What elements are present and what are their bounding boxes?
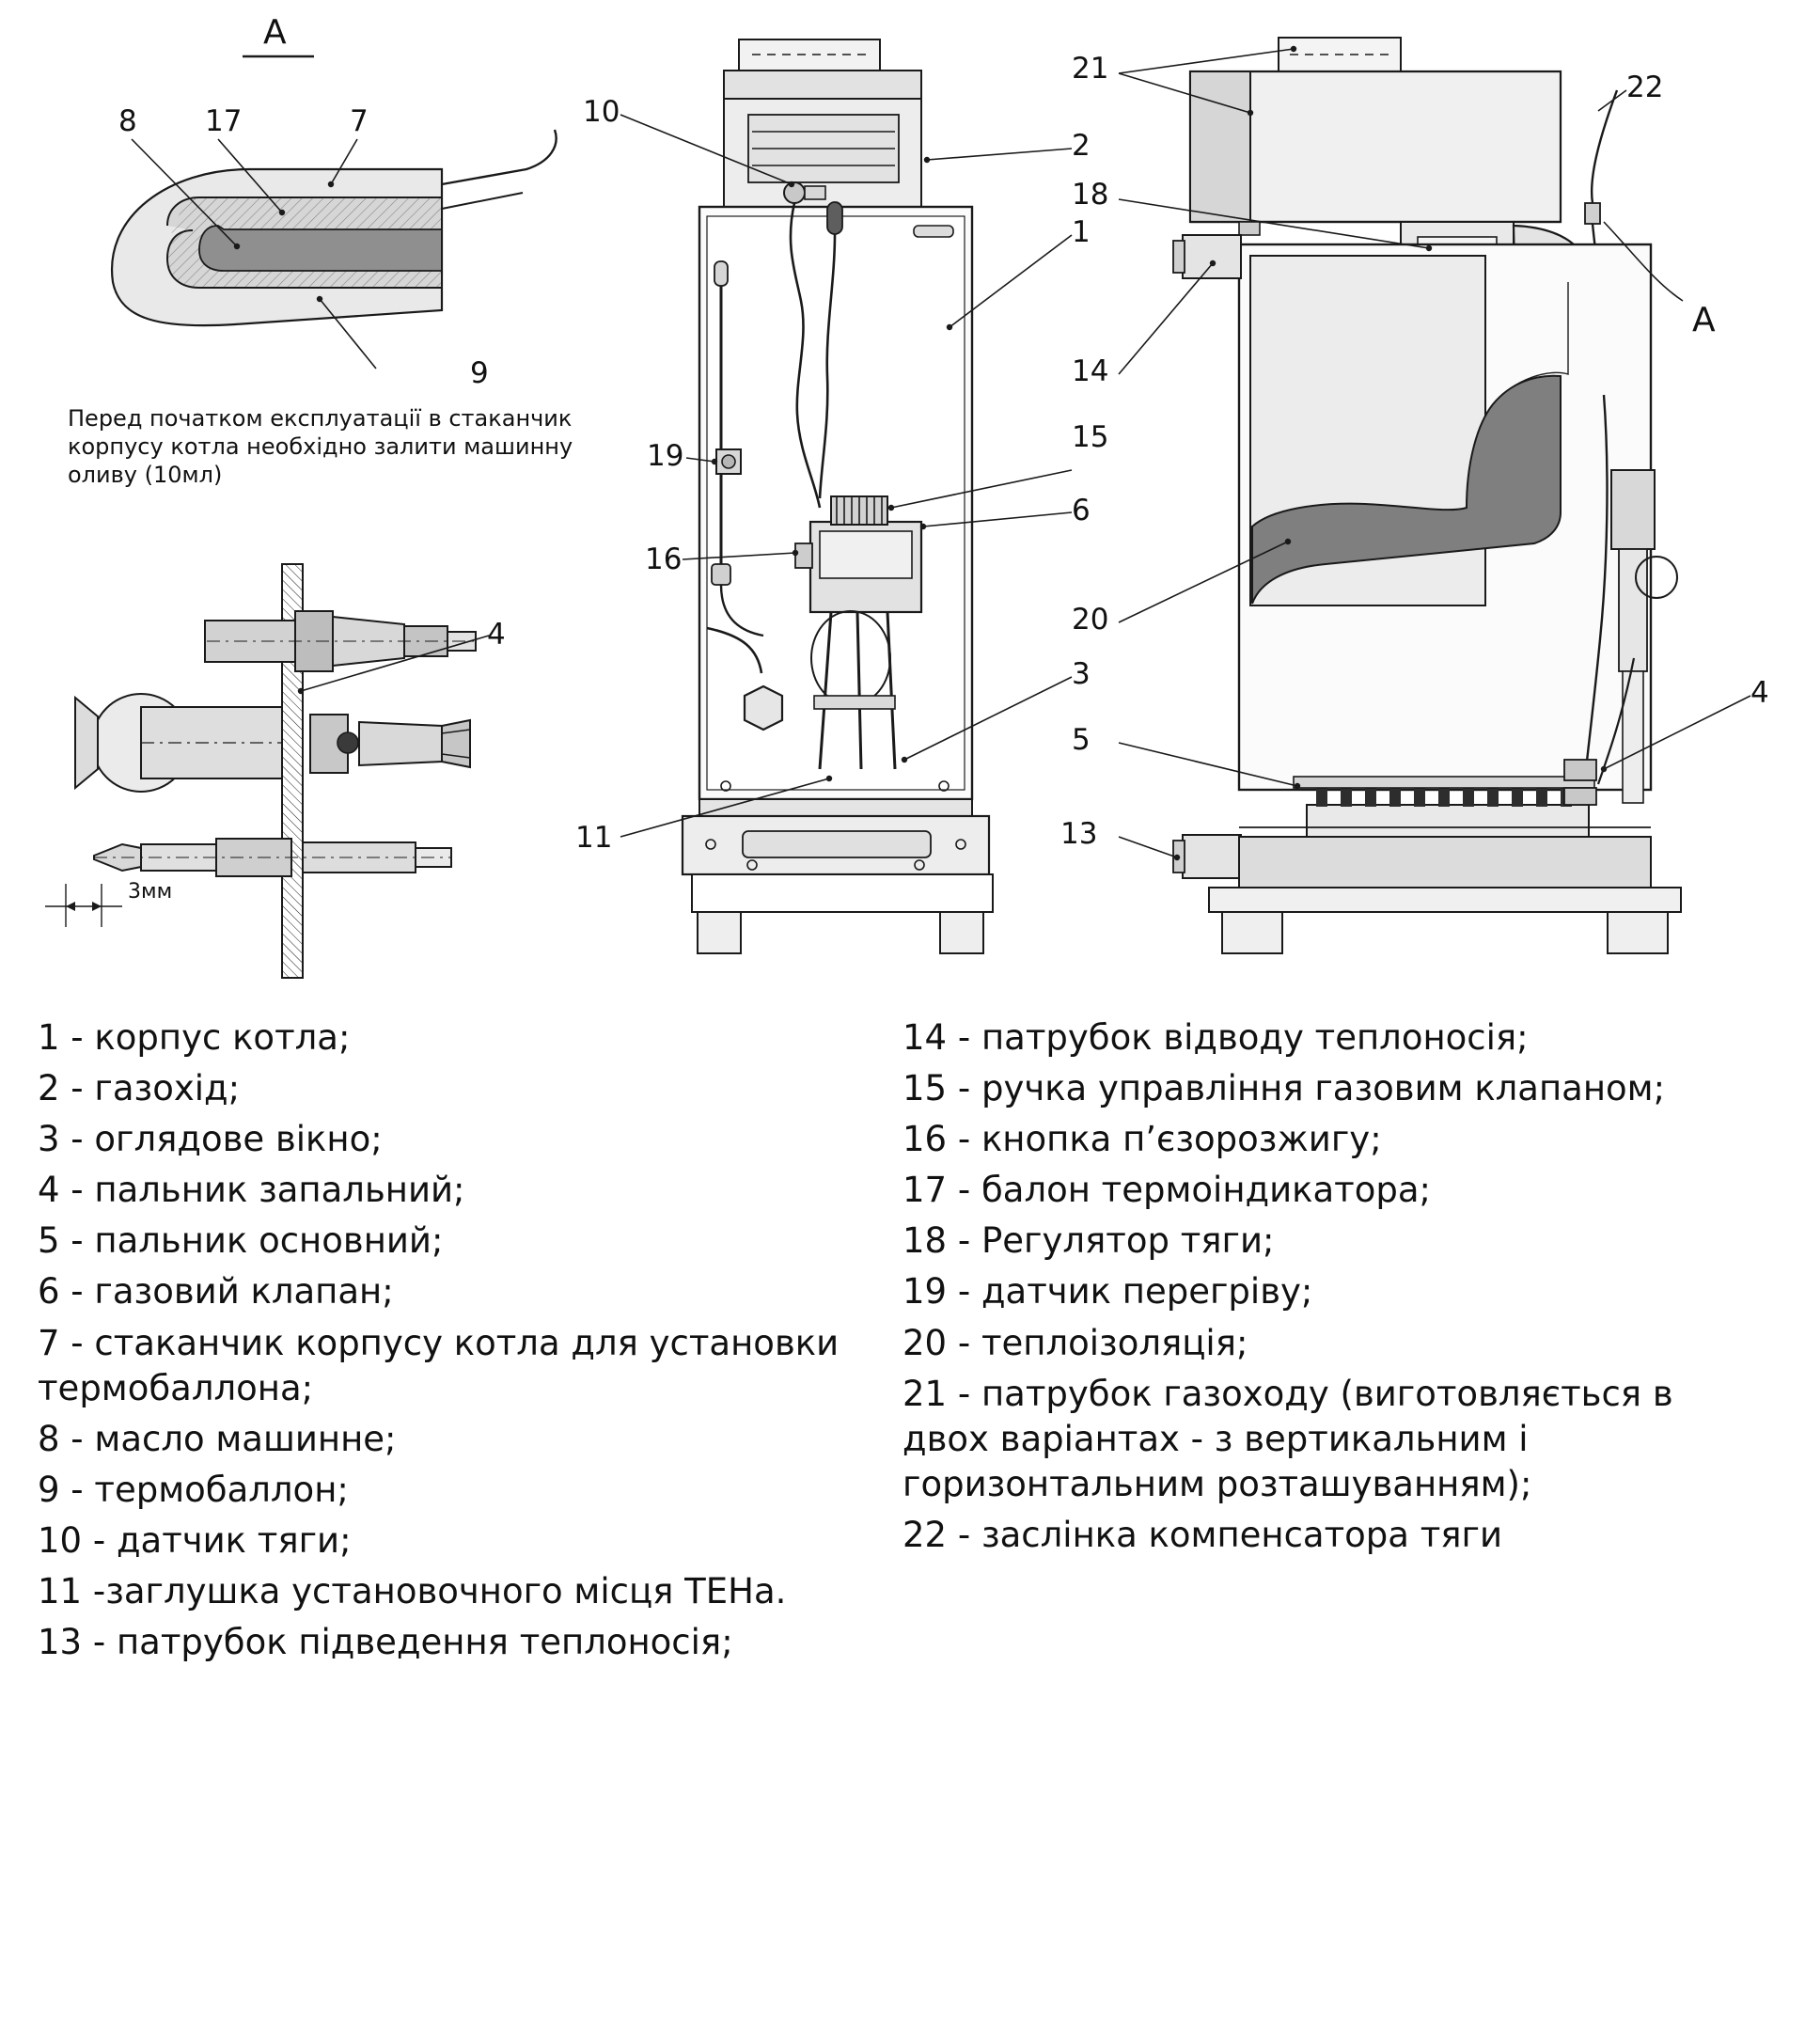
legend-item: 20 - теплоізоляція; <box>902 1322 1248 1363</box>
legend-item: 11 -заглушка установочного місця ТЕНа. <box>38 1571 787 1612</box>
callout-8: 8 <box>118 104 137 138</box>
callout-10: 10 <box>583 95 620 129</box>
detail-letter-a-right: A <box>1692 301 1716 339</box>
callout-20: 20 <box>1072 603 1109 637</box>
legend-item: 13 - патрубок підведення теплоносія; <box>38 1622 733 1663</box>
detail-view-a <box>112 56 557 369</box>
callout-19: 19 <box>647 439 684 473</box>
side-view-boiler <box>1119 38 1750 953</box>
callout-4-detail: 4 <box>487 618 506 652</box>
callout-17: 17 <box>205 104 243 138</box>
callout-5: 5 <box>1072 723 1091 757</box>
oil-note: Перед початком експлуатації в стаканчик корпусу котла необхідно залити машинну оливу (10мл) <box>68 405 573 488</box>
legend-item: 6 - газовий клапан; <box>38 1271 394 1313</box>
legend-item: 21 - патрубок газоходу (виготовляється в двох варіантах - з вертикальним і горизонтальним розташуванням); <box>902 1373 1673 1504</box>
detail-view-pilot-burner <box>45 564 489 978</box>
callout-6: 6 <box>1072 494 1091 527</box>
legend-item: 5 - пальник основний; <box>38 1220 444 1262</box>
callout-7: 7 <box>350 104 369 138</box>
legend-column-left <box>0 1015 902 2044</box>
legend-item: 2 - газохід; <box>38 1068 241 1109</box>
legend-item: 9 - термобаллон; <box>38 1469 349 1510</box>
callout-2: 2 <box>1072 129 1091 163</box>
legend-item: 16 - кнопка п’єзорозжигу; <box>902 1119 1382 1160</box>
front-view-boiler <box>620 39 1072 953</box>
section-letter-a: A <box>263 13 287 52</box>
legend-item: 18 - Регулятор тяги; <box>902 1220 1275 1262</box>
callout-1: 1 <box>1072 215 1091 249</box>
legend-item: 7 - стаканчик корпусу котла для установки термобаллона; <box>38 1322 840 1408</box>
dimension-3mm: 3мм <box>128 880 173 904</box>
technical-diagram <box>0 0 1805 997</box>
legend-item: 14 - патрубок відводу теплоносія; <box>902 1017 1529 1058</box>
legend-item: 8 - масло машинне; <box>38 1418 397 1459</box>
callout-15: 15 <box>1072 420 1109 454</box>
callout-4-side: 4 <box>1750 676 1769 710</box>
legend-item: 1 - корпус котла; <box>38 1017 351 1058</box>
boiler-schematic-svg <box>0 0 1805 997</box>
legend-item: 22 - заслінка компенсатора тяги <box>902 1514 1503 1555</box>
callout-22: 22 <box>1626 71 1664 104</box>
callout-21: 21 <box>1072 52 1109 86</box>
callout-14: 14 <box>1072 354 1109 388</box>
legend-item: 10 - датчик тяги; <box>38 1519 352 1561</box>
callout-11: 11 <box>575 821 613 855</box>
legend-item: 19 - датчик перегріву; <box>902 1271 1313 1313</box>
legend-item: 17 - балон термоіндикатора; <box>902 1170 1431 1211</box>
legend-item: 15 - ручка управління газовим клапаном; <box>902 1068 1666 1109</box>
callout-13: 13 <box>1060 817 1098 851</box>
callout-3: 3 <box>1072 657 1091 691</box>
legend-item: 4 - пальник запальний; <box>38 1170 465 1211</box>
legend <box>0 1015 1805 2044</box>
legend-column-right <box>902 1015 1805 2044</box>
legend-item: 3 - оглядове вікно; <box>38 1119 383 1160</box>
callout-9: 9 <box>470 356 489 390</box>
callout-18: 18 <box>1072 178 1109 212</box>
callout-16: 16 <box>645 542 683 576</box>
